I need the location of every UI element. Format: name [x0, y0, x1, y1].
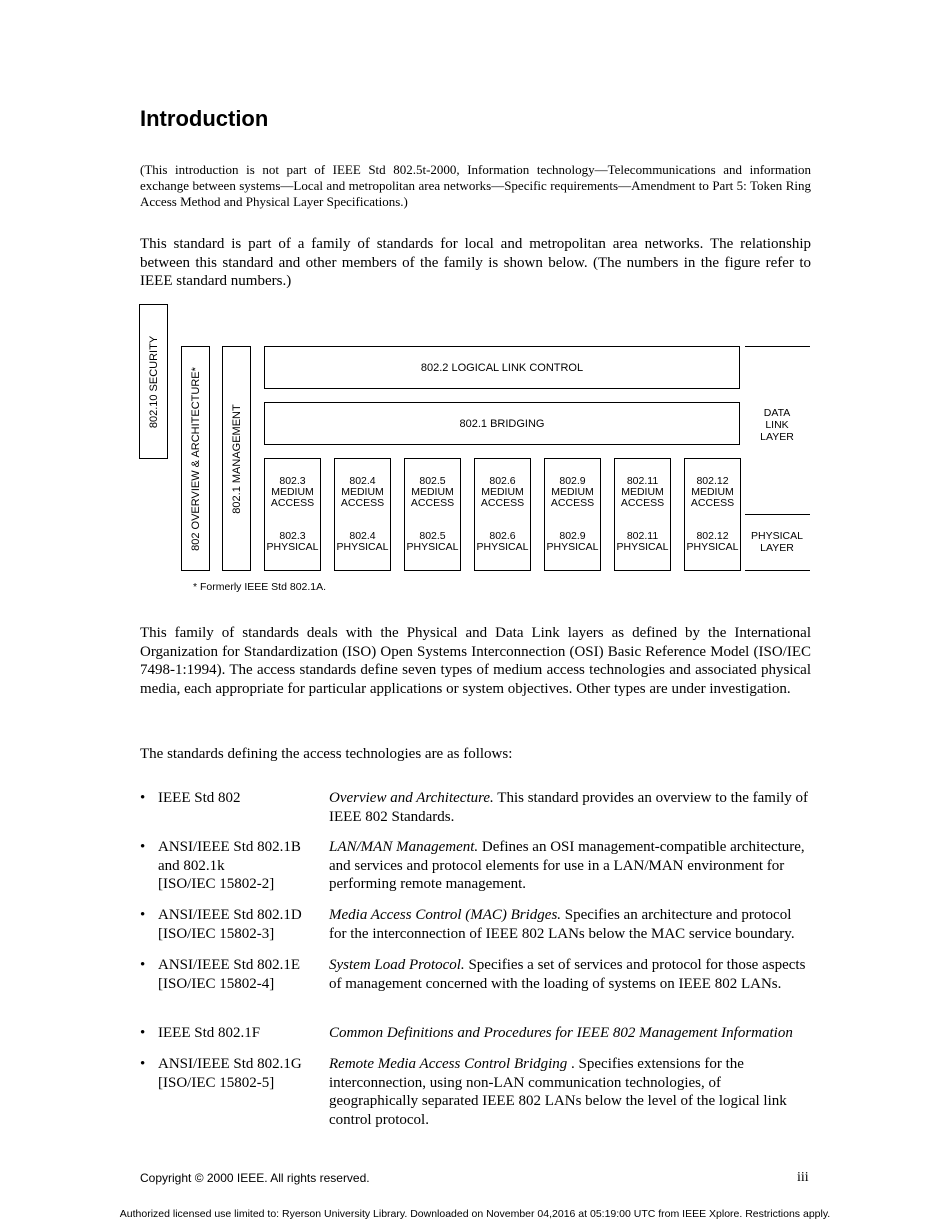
phy-label: 802.4 PHYSICAL — [336, 530, 389, 553]
phy-label: 802.12 PHYSICAL — [686, 530, 739, 553]
standard-title: LAN/MAN Management. — [329, 839, 479, 855]
phy-label: 802.5 PHYSICAL — [406, 530, 459, 553]
diagram-footnote: * Formerly IEEE Std 802.1A. — [193, 581, 327, 593]
management-box — [222, 346, 251, 571]
bullet: • — [140, 957, 146, 973]
mac-label: 802.11 MEDIUM ACCESS — [620, 475, 665, 509]
layer-divider — [745, 570, 810, 571]
security-label: 802.10 SECURITY — [147, 335, 160, 428]
layer-divider — [745, 514, 810, 515]
mac-phy-box — [404, 458, 461, 571]
bridging-box — [264, 402, 740, 445]
intro-note: (This introduction is not part of IEEE Std 802.5t-2000, Information technology—Telecommunications and information exchange between systems—Local and metropolitan area networks—Specific requirements—Amendment to Part 5: Token Ring Access Method and Physical Layer Specifications.) — [140, 162, 811, 209]
bridging-label: 802.1 BRIDGING — [459, 417, 545, 430]
mac-phy-box — [614, 458, 671, 571]
phy-label: 802.6 PHYSICAL — [476, 530, 529, 553]
copyright-notice: Copyright © 2000 IEEE. All rights reserved. — [140, 1171, 370, 1185]
standard-title: Remote Media Access Control Bridging — [329, 1056, 568, 1072]
overview-box — [181, 346, 210, 571]
mac-phy-box — [474, 458, 531, 571]
phy-label: 802.3 PHYSICAL — [266, 530, 319, 553]
standard-description — [329, 838, 811, 894]
mac-label: 802.9 MEDIUM ACCESS — [550, 475, 595, 509]
mac-label: 802.4 MEDIUM ACCESS — [340, 475, 385, 509]
intro-paragraph: This standard is part of a family of standards for local and metropolitan area networks. The relationship between this standard and other members of the family is shown below. (The numbers in the figure refer to IEEE standard numbers.) — [140, 236, 811, 289]
standard-title: Media Access Control (MAC) Bridges. — [329, 907, 562, 923]
standard-id: IEEE Std 802.1F — [158, 1025, 261, 1041]
mac-label: 802.6 MEDIUM ACCESS — [480, 475, 525, 509]
page-heading: Introduction — [140, 106, 269, 131]
standard-desc-text: Defines an OSI management-compatible architecture, and services and protocol elements for use in a LAN/MAN environment for performing remote management. — [329, 839, 805, 892]
physical-layer-label: PHYSICAL LAYER — [751, 530, 803, 554]
license-notice: Authorized licensed use limited to: Ryerson University Library. Downloaded on November 04,2016 at 05:19:00 UTC from IEEE Xplore. Restrictions apply. — [119, 1208, 831, 1220]
access-technologies-intro: The standards defining the access technologies are as follows: — [140, 746, 513, 762]
standard-desc-text: Specifies an architecture and protocol for the interconnection of IEEE 802 LANs below the MAC service boundary. — [329, 907, 795, 942]
standard-description — [329, 789, 811, 826]
mac-phy-box — [684, 458, 741, 571]
mac-label: 802.5 MEDIUM ACCESS — [410, 475, 455, 509]
data-link-layer-label: DATA LINK LAYER — [760, 407, 794, 443]
standard-title: System Load Protocol. — [329, 957, 465, 973]
mac-label: 802.12 MEDIUM ACCESS — [690, 475, 735, 509]
standard-desc-text: This standard provides an overview to the family of IEEE 802 Standards. — [329, 790, 809, 825]
standard-desc-text: . Specifies extensions for the interconnection, using non-LAN communication technologies, of geographically separated IEEE 802 LANs below the level of the logical link control protocol. — [329, 1056, 787, 1128]
phy-label: 802.9 PHYSICAL — [546, 530, 599, 553]
standard-id: ANSI/IEEE Std 802.1B and 802.1k [ISO/IEC 15802-2] — [158, 839, 301, 892]
mac-phy-box — [544, 458, 601, 571]
standard-title: Common Definitions and Procedures for IEEE 802 Management Information — [329, 1025, 793, 1041]
standard-title: Overview and Architecture. — [329, 790, 494, 806]
standard-description — [329, 1055, 811, 1129]
mac-phy-box — [264, 458, 321, 571]
standard-description — [329, 1024, 811, 1043]
standard-description — [329, 906, 811, 943]
standard-id: ANSI/IEEE Std 802.1E [ISO/IEC 15802-4] — [158, 957, 301, 992]
bullet: • — [140, 1056, 146, 1072]
standard-id: ANSI/IEEE Std 802.1G [ISO/IEC 15802-5] — [158, 1056, 302, 1091]
standard-id: ANSI/IEEE Std 802.1D [ISO/IEC 15802-3] — [158, 907, 302, 942]
page-number: iii — [797, 1170, 809, 1185]
bullet: • — [140, 790, 146, 806]
bullet: • — [140, 839, 146, 855]
phy-label: 802.11 PHYSICAL — [616, 530, 669, 553]
llc-box — [264, 346, 740, 389]
standard-description — [329, 956, 811, 993]
standard-desc-text: Specifies a set of services and protocol for those aspects of management concerned with the loading of systems on IEEE 802 LANs. — [329, 957, 806, 992]
llc-label: 802.2 LOGICAL LINK CONTROL — [420, 361, 584, 374]
bullet: • — [140, 1025, 146, 1041]
bullet: • — [140, 907, 146, 923]
mac-phy-box — [334, 458, 391, 571]
standard-id: IEEE Std 802 — [158, 790, 241, 806]
overview-label: 802 OVERVIEW & ARCHITECTURE* — [189, 366, 202, 551]
family-paragraph: This family of standards deals with the Physical and Data Link layers as defined by the International Organization for Standardization (ISO) Open Systems Interconnection (OSI) Basic Reference Model (ISO/IEC 7498-1:1994). The access standards define seven types of medium access technologies and associated physical media, each appropriate for particular applications or system objectives. Other types are under investigation. — [140, 625, 811, 697]
layer-divider — [745, 346, 810, 347]
security-box — [139, 304, 168, 459]
management-label: 802.1 MANAGEMENT — [230, 403, 243, 514]
mac-label: 802.3 MEDIUM ACCESS — [270, 475, 315, 509]
